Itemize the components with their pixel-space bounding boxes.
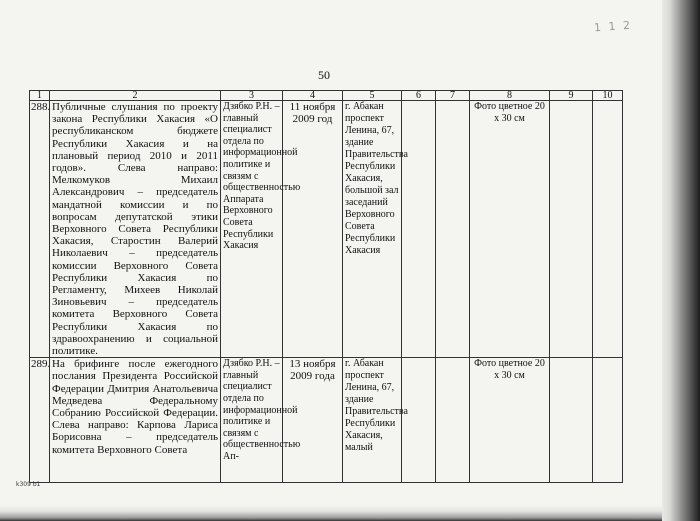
column-header: 4 (283, 91, 343, 101)
photo-author: Дзябко Р.Н. – главный специалист отдела по информационной политике и связям с общественностью Ап- (221, 358, 283, 483)
page-number: 50 (318, 68, 330, 82)
footer-code: k309 b1 (16, 481, 41, 488)
column-header: 8 (470, 91, 550, 101)
empty-cell (436, 101, 470, 358)
photo-format: Фото цветное 20 х 30 см (470, 101, 550, 358)
column-header: 2 (50, 91, 221, 101)
catalog-table (29, 90, 623, 483)
photo-date: 11 ноября 2009 год (283, 101, 343, 358)
handwritten-note: 1 1 2 (593, 18, 633, 35)
photo-place: г. Абакан проспект Ленина, 67, здание Правительства Республики Хакасия, малый (343, 358, 402, 483)
table-header-row (30, 91, 623, 101)
column-header: 10 (593, 91, 623, 101)
column-header: 5 (343, 91, 402, 101)
empty-cell (402, 101, 436, 358)
empty-cell (550, 358, 593, 483)
photo-author: Дзябко Р.Н. – главный специалист отдела по информационной политике и связям с общественностью Аппарата Верховного Совета Республики Хакасия (221, 101, 283, 358)
photo-description: Публичные слушания по проекту закона Республики Хакасия «О республиканском бюджете Республики Хакасия и на плановый период 2010 и 2011 годов». Слева направо: Мелкомуков Михаил Александрович – председатель мандатной комиссии и по вопросам депутатской этики Верховного Совета Республики Хакасия, Старостин Валерий Николаевич – председатель комиссии Верховного Совета Республики Хакасия по Регламенту, Михеев Николай Зиновьевич – председатель комитета Верховного Совета Республики Хакасия по здравоохранению и социальной политике. (50, 101, 221, 358)
photo-place: г. Абакан проспект Ленина, 67, здание Правительства Республики Хакасия, большой зал заседаний Верховного Совета Республики Хакасия (343, 101, 402, 358)
photo-date: 13 ноября 2009 года (283, 358, 343, 483)
column-header: 9 (550, 91, 593, 101)
row-number: 288. (30, 101, 50, 358)
row-number: 289. (30, 358, 50, 483)
empty-cell (402, 358, 436, 483)
column-header: 3 (221, 91, 283, 101)
empty-cell (593, 101, 623, 358)
column-header: 6 (402, 91, 436, 101)
page-bottom-edge (0, 505, 662, 521)
empty-cell (593, 358, 623, 483)
table-row (30, 101, 623, 358)
column-header: 7 (436, 91, 470, 101)
table-row (30, 358, 623, 483)
photo-format: Фото цветное 20 х 30 см (470, 358, 550, 483)
column-header: 1 (30, 91, 50, 101)
page-edge (662, 0, 700, 521)
empty-cell (436, 358, 470, 483)
photo-description: На брифинге после ежегодного послания Президента Российской Федерации Дмитрия Анатольевича Медведева Федеральному Собранию Российской Федерации. Слева направо: Карпова Лариса Борисовна – председатель комитета Верховного Совета (50, 358, 221, 483)
empty-cell (550, 101, 593, 358)
